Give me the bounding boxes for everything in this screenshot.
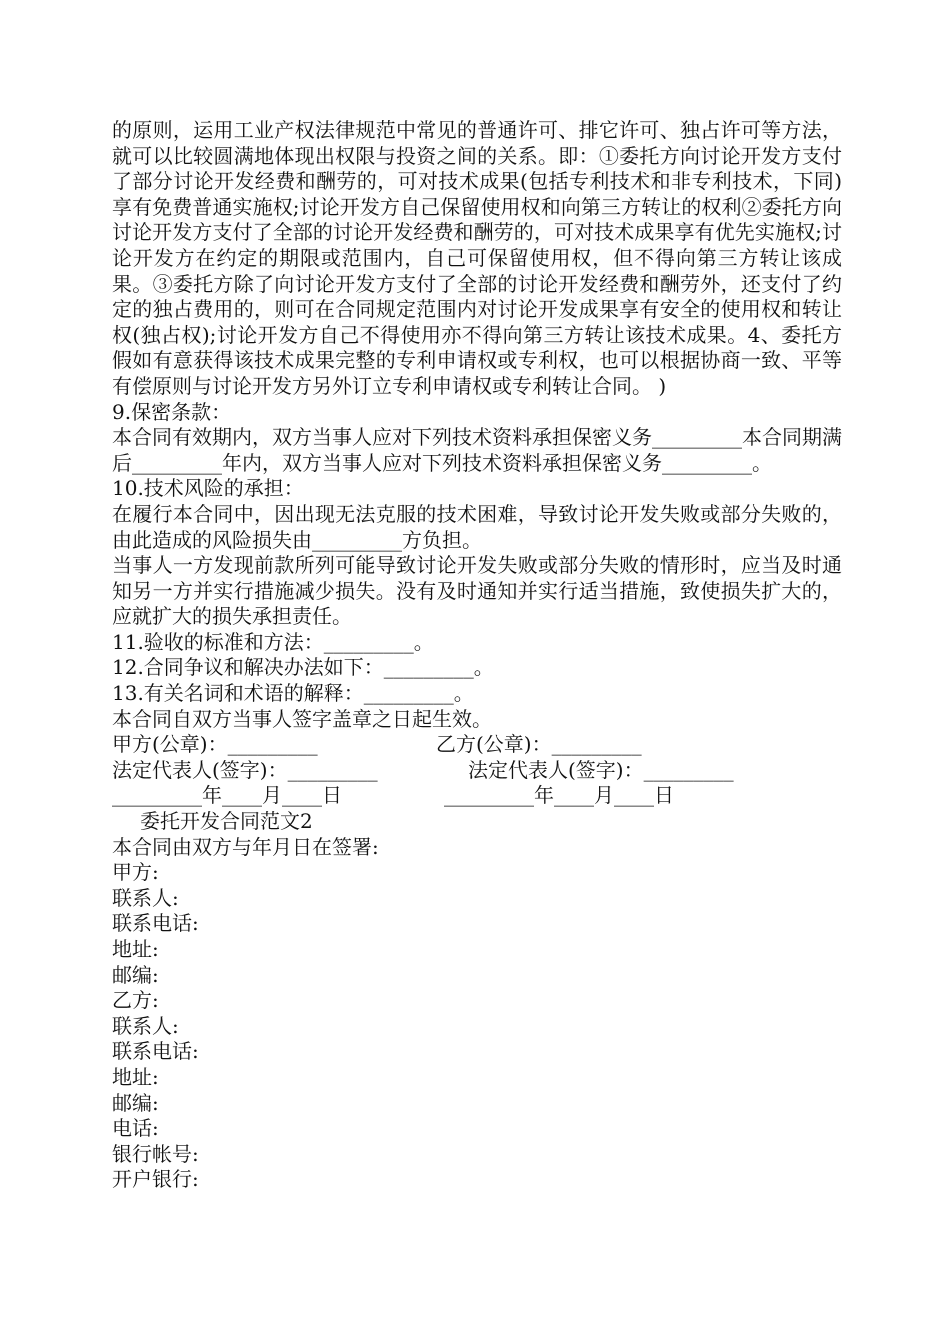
- party-b-seal: 乙方(公章)：_________: [436, 732, 642, 757]
- party-b-representative: 法定代表人(签字)：_________: [468, 757, 734, 782]
- representative-row: [112, 758, 842, 784]
- section-10-body-1: 在履行本合同中，因出现无法克服的技术困难，导致讨论开发失败或部分失败的，由此造成的风险损失由_________方负担。: [112, 501, 842, 552]
- section-10-title: 10.技术风险的承担：: [112, 476, 304, 501]
- section-11: 11.验收的标准和方法：_________。: [112, 629, 434, 654]
- field-postcode-b: 邮编:: [112, 1090, 159, 1115]
- field-bank-name: 开户银行:: [112, 1167, 199, 1192]
- party-b-date: _________年____月____日: [444, 783, 674, 808]
- field-party-b: 乙方:: [112, 988, 159, 1013]
- section-13: 13.有关名词和术语的解释：_________。: [112, 681, 474, 706]
- field-telephone: 电话:: [112, 1116, 159, 1141]
- field-address-a: 地址:: [112, 937, 159, 961]
- field-contact-a: 联系人:: [112, 885, 179, 910]
- party-a-seal: 甲方(公章)：_________: [112, 732, 318, 757]
- second-contract-title: 委托开发合同范文2: [140, 809, 313, 834]
- ip-rights-paragraph: 的原则，运用工业产权法律规范中常见的普通许可、排它许可、独占许可等方法，就可以比较圆满地体现出权限与投资之间的关系。即：①委托方向讨论开发方支付了部分讨论开发经费和酬劳的，可对技术成果(包括专利技术和非专利技术，下同)享有免费普通实施权;讨论开发方自己保留使用权和向第三方转让的权利②委托方向讨论开发方支付了全部的讨论开发经费和酬劳的，可对技术成果享有优先实施权;讨论开发方在约定的期限或范围内，自己可保留使用权，但不得向第三方转让该成果。③委托方除了向讨论开发方支付了全部的讨论开发经费和酬劳外，还支付了约定的独占费用的，则可在合同规定范围内对讨论开发成果享有安全的使用权和转让权(独占权);讨论开发方自己不得使用亦不得向第三方转让该技术成果。4、委托方假如有意获得该技术成果完整的专利申请权或专利权，也可以根据协商一致、平等有偿原则与讨论开发方另外订立专利申请权或专利转让合同。 ): [112, 118, 842, 398]
- date-row: [112, 783, 842, 809]
- document-page: [112, 118, 842, 1193]
- field-contact-b: 联系人:: [112, 1013, 179, 1038]
- seal-row: [112, 732, 842, 758]
- section-10-body-2: 当事人一方发现前款所列可能导致讨论开发失败或部分失败的情形时，应当及时通知另一方并实行措施减少损失。没有及时通知并实行适当措施，致使损失扩大的，应就扩大的损失承担责任。: [112, 553, 842, 629]
- section-12: 12.合同争议和解决办法如下：_________。: [112, 655, 494, 680]
- effective-clause: 本合同自双方当事人签字盖章之日起生效。: [112, 706, 492, 731]
- field-address-b: 地址:: [112, 1064, 159, 1089]
- field-bank-account: 银行帐号:: [112, 1141, 199, 1166]
- field-party-a: 甲方:: [112, 860, 159, 885]
- party-a-date: _________年____月____日: [112, 783, 342, 808]
- section-9-title: 9.保密条款：: [112, 399, 232, 424]
- field-postcode-a: 邮编:: [112, 962, 159, 987]
- field-phone-b: 联系电话:: [112, 1039, 199, 1064]
- second-contract-intro: 本合同由双方与年月日在签署:: [112, 834, 379, 859]
- section-9-body: 本合同有效期内，双方当事人应对下列技术资料承担保密义务_________本合同期满后_________年内，双方当事人应对下列技术资料承担保密义务_________。: [112, 425, 842, 475]
- party-a-representative: 法定代表人(签字)：_________: [112, 757, 378, 782]
- field-phone-a: 联系电话:: [112, 911, 199, 936]
